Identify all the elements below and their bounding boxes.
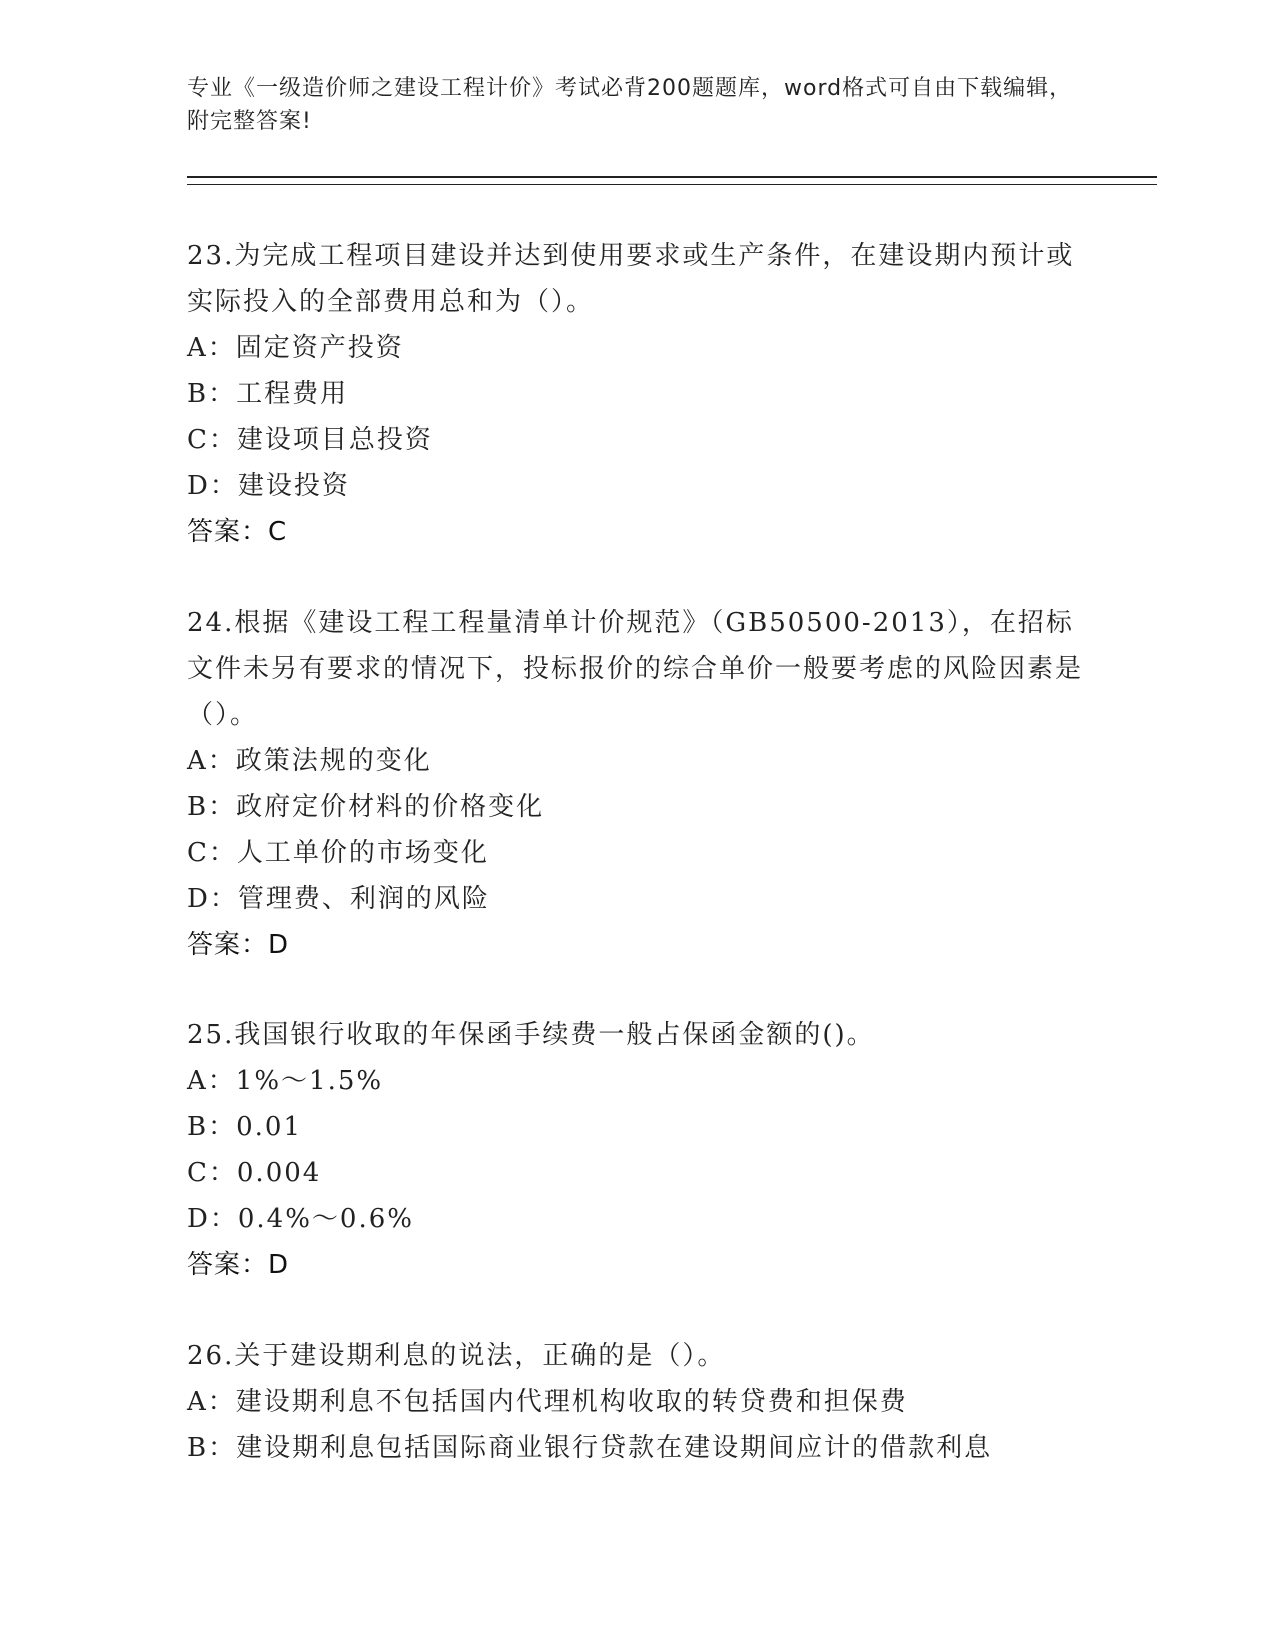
option-a: A：1%～1.5% (187, 1066, 384, 1096)
question-25 (187, 1012, 1087, 1288)
question-text: 25.我国银行收取的年保函手续费一般占保函金额的()。 (187, 1020, 875, 1050)
option-c: C：0.004 (187, 1158, 322, 1188)
header-divider (187, 176, 1157, 185)
question-text: 23.为完成工程项目建设并达到使用要求或生产条件，在建设期内预计或实际投入的全部费用总和为（）。 (187, 241, 1075, 317)
option-b: B：政府定价材料的价格变化 (187, 792, 545, 822)
option-a: A：建设期利息不包括国内代理机构收取的转贷费和担保费 (187, 1387, 908, 1417)
option-b: B：建设期利息包括国际商业银行贷款在建设期间应计的借款利息 (187, 1433, 993, 1463)
question-23 (187, 233, 1087, 555)
option-b: B：0.01 (187, 1112, 302, 1142)
question-26 (187, 1333, 1087, 1471)
question-24 (187, 600, 1087, 968)
option-c: C：人工单价的市场变化 (187, 838, 489, 868)
question-text: 24.根据《建设工程工程量清单计价规范》（GB50500-2013），在招标文件未另有要求的情况下，投标报价的综合单价一般要考虑的风险因素是（）。 (187, 608, 1084, 730)
option-c: C：建设项目总投资 (187, 425, 433, 455)
question-text: 26.关于建设期利息的说法，正确的是（）。 (187, 1341, 726, 1371)
option-b: B：工程费用 (187, 379, 349, 409)
answer-label: 答案：D (187, 930, 290, 960)
option-a: A：政策法规的变化 (187, 746, 432, 776)
document-header-text: 专业《一级造价师之建设工程计价》考试必背200题题库，word格式可自由下载编辑，附完整答案! (187, 76, 1073, 134)
option-a: A：固定资产投资 (187, 333, 404, 363)
answer-label: 答案：D (187, 1250, 290, 1280)
answer-label: 答案：C (187, 517, 288, 547)
option-d: D：建设投资 (187, 471, 350, 501)
option-d: D：管理费、利润的风险 (187, 884, 490, 914)
option-d: D：0.4%～0.6% (187, 1204, 414, 1234)
document-page (187, 0, 1157, 1650)
